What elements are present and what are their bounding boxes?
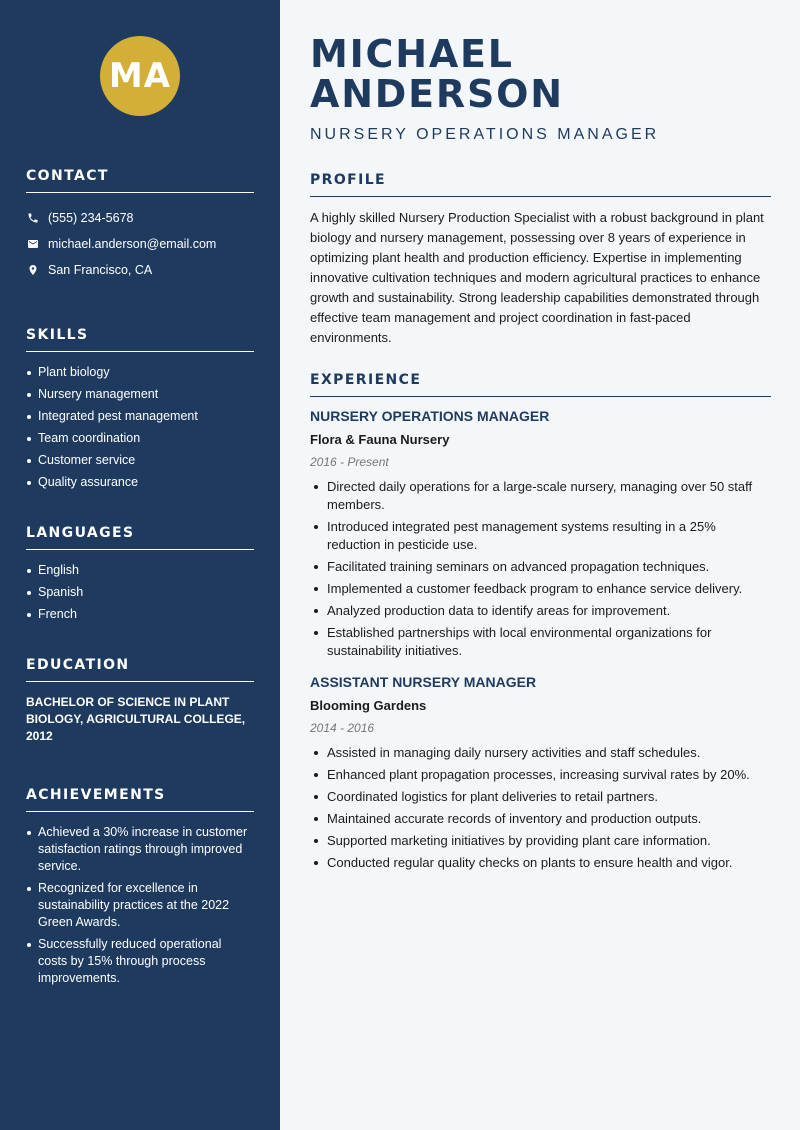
job-dates: 2016 - Present [310,455,389,469]
job-title: ASSISTANT NURSERY MANAGER [310,674,537,690]
job-bullets [310,744,771,872]
email-text: michael.anderson@email.com [48,237,217,251]
job-bullets [310,478,771,660]
contact-section [26,168,254,283]
candidate-role: NURSERY OPERATIONS MANAGER [310,126,660,143]
languages-section [26,525,254,623]
education-section [26,657,254,745]
achievement-item: Achieved a 30% increase in customer satisfaction ratings through improved service. [26,824,254,875]
skill-item: Nursery management [26,386,254,403]
skills-heading: SKILLS [26,327,254,352]
job-bullet: Conducted regular quality checks on plants to ensure health and vigor. [310,854,771,872]
language-item: English [26,562,254,579]
job-bullet: Directed daily operations for a large-scale nursery, managing over 50 staff members. [310,478,771,514]
skills-section [26,327,254,491]
job-company: Flora & Fauna Nursery [310,432,450,447]
skill-item: Integrated pest management [26,408,254,425]
experience-section [310,372,771,872]
profile-text: A highly skilled Nursery Production Specialist with a robust background in plant biology and nursery management, possessing over 8 years of experience in optimizing plant health and production efficiency. Expertise in implementing innovative cultivation techniques and modern agricultural practices to enhance growth and sustainability. Strong leadership capabilities demonstrated through effective team management and project coordination in fast-paced environments. [310,210,764,345]
skill-item: Customer service [26,452,254,469]
education-heading: EDUCATION [26,657,254,682]
language-item: Spanish [26,584,254,601]
profile-section [310,172,771,348]
job-title: NURSERY OPERATIONS MANAGER [310,408,550,424]
candidate-name: MICHAEL ANDERSON [310,32,564,116]
job-bullet: Established partnerships with local environmental organizations for sustainability initiatives. [310,624,771,660]
job-bullet: Supported marketing initiatives by providing plant care information. [310,832,771,850]
achievement-item: Recognized for excellence in sustainability practices at the 2022 Green Awards. [26,880,254,931]
contact-heading: CONTACT [26,168,254,193]
location-text: San Francisco, CA [48,263,153,277]
profile-heading: PROFILE [310,172,771,197]
achievements-heading: ACHIEVEMENTS [26,787,254,812]
contact-location [26,257,254,283]
job-dates: 2014 - 2016 [310,721,375,735]
skill-item: Quality assurance [26,474,254,491]
contact-phone [26,205,254,231]
skill-item: Team coordination [26,430,254,447]
job-bullet: Analyzed production data to identify areas for improvement. [310,602,771,620]
job-bullet: Coordinated logistics for plant deliveries to retail partners. [310,788,771,806]
job-bullet: Enhanced plant propagation processes, increasing survival rates by 20%. [310,766,771,784]
languages-heading: LANGUAGES [26,525,254,550]
job-bullet: Implemented a customer feedback program to enhance service delivery. [310,580,771,598]
skill-item: Plant biology [26,364,254,381]
phone-icon [26,211,40,225]
language-item: French [26,606,254,623]
job-entry [310,408,771,660]
job-bullet: Introduced integrated pest management systems resulting in a 25% reduction in pesticide use. [310,518,771,554]
skills-list [26,364,254,491]
contact-email [26,231,254,257]
achievements-list [26,824,254,987]
languages-list [26,562,254,623]
job-bullet: Maintained accurate records of inventory and production outputs. [310,810,771,828]
experience-heading: EXPERIENCE [310,372,771,397]
location-pin-icon [26,263,40,277]
education-degree: BACHELOR OF SCIENCE IN PLANT BIOLOGY, AGRICULTURAL COLLEGE, 2012 [26,695,246,743]
job-company: Blooming Gardens [310,698,427,713]
achievement-item: Successfully reduced operational costs by 15% through process improvements. [26,936,254,987]
job-entry [310,674,771,872]
sidebar [0,0,280,1130]
achievements-section [26,787,254,987]
email-icon [26,237,40,251]
job-bullet: Assisted in managing daily nursery activities and staff schedules. [310,744,771,762]
phone-text: (555) 234-5678 [48,211,134,225]
job-bullet: Facilitated training seminars on advanced propagation techniques. [310,558,771,576]
avatar: MA [100,36,180,116]
main-content [280,0,800,1130]
